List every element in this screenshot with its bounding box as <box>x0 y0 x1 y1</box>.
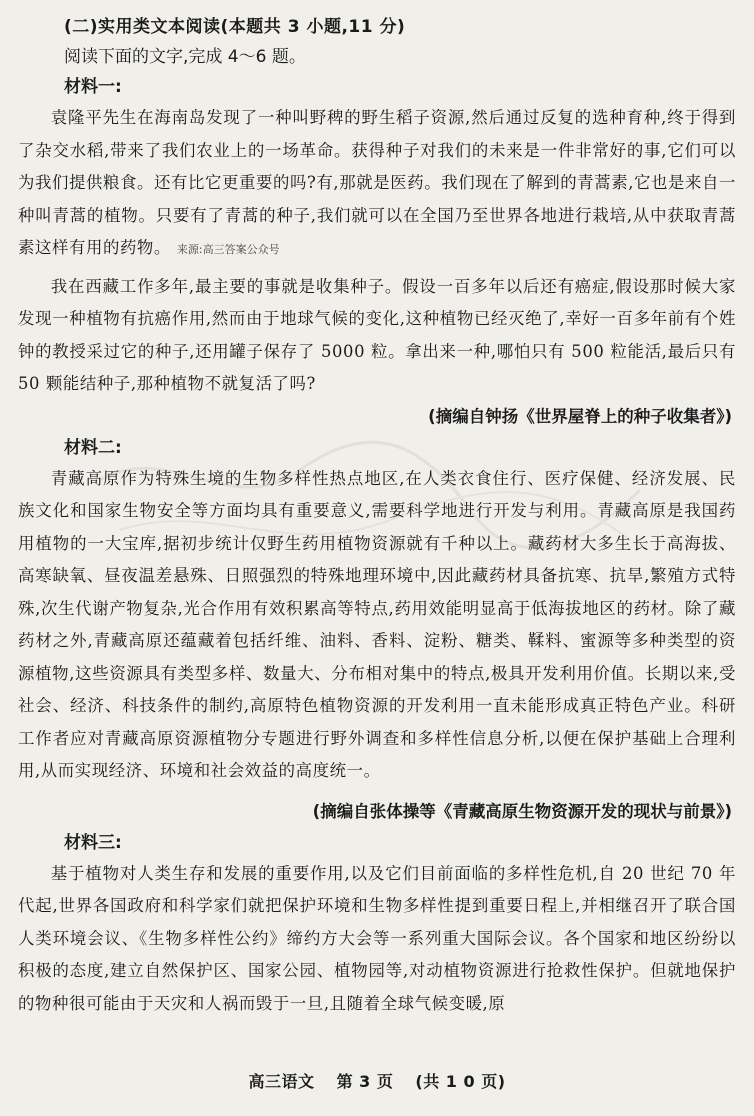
material-two-paragraph: 青藏高原作为特殊生境的生物多样性热点地区,在人类衣食住行、医疗保健、经济发展、民族文化和国家生物安全等方面均具有重要意义,需要科学地进行开发与利用。青藏高原是我国药用植物的一大宝库,据初步统计仅野生药用植物资源就有千种以上。藏药材大多生长于高海拔、高寒缺氧、昼夜温差悬殊、日照强烈的特殊地理环境中,因此藏药材具备抗寒、抗旱,繁殖方式特殊,次生代谢产物复杂,光合作用有效积累高等特点,药用效能明显高于低海拔地区的药材。除了藏药材之外,青藏高原还蕴藏着包括纤维、油料、香料、淀粉、糖类、鞣料、蜜源等多种类型的资源植物,这些资源具有类型多样、数量大、分布相对集中的特点,极具开发利用价值。长期以来,受社会、经济、科技条件的制约,高原特色植物资源的开发利用一直未能形成真正特色产业。科研工作者应对青藏高原资源植物分专题进行野外调查和多样性信息分析,以便在保护基础上合理利用,从而实现经济、环境和社会效益的高度统一。 <box>18 468 736 780</box>
material-one-paragraph-1 <box>18 102 736 267</box>
section-intro: 阅读下面的文字,完成 4～6 题。 <box>64 47 306 67</box>
source-note: 来源:高三答案公众号 <box>176 243 280 256</box>
material-one-label: 材料一: <box>64 77 122 97</box>
material-one-citation: (摘编自钟扬《世界屋脊上的种子收集者》) <box>428 406 732 426</box>
section-title: (二)实用类文本阅读(本题共 3 小题,11 分) <box>64 17 406 37</box>
material-two-citation: (摘编自张体操等《青藏高原生物资源开发的现状与前景》) <box>312 801 732 821</box>
material-one-paragraph-2: 我在西藏工作多年,最主要的事就是收集种子。假设一百多年以后还有癌症,假设那时候大家发现一种植物有抗癌作用,然而由于地球气候的变化,这种植物已经灭绝了,幸好一百多年前有个姓钟的教授采过它的种子,还用罐子保存了 5000 粒。拿出来一种,哪怕只有 500 粒能活,最后只有 50 颗能结种子,那种植物不就复活了吗? <box>18 276 736 393</box>
material-one-p1-text: 袁隆平先生在海南岛发现了一种叫野稗的野生稻子资源,然后通过反复的选种育种,终于得到了杂交水稻,带来了我们农业上的一场革命。获得种子对我们的未来是一件非常好的事,它们可以为我们提供粮食。还有比它更重要的吗?有,那就是医药。我们现在了解到的青蒿素,它也是来自一种叫青蒿的植物。只要有了青蒿的种子,我们就可以在全国乃至世界各地进行栽培,从中获取青蒿素这样有用的药物。 <box>18 108 736 257</box>
material-three-paragraph: 基于植物对人类生存和发展的重要作用,以及它们目前面临的多样性危机,自 20 世纪 70 年代起,世界各国政府和科学家们就把保护环境和生物多样性提到重要日程上,并相继召开了联合国人类环境会议、《生物多样性公约》缔约方大会等一系列重大国际会议。各个国家和地区纷纷以积极的态度,建立自然保护区、国家公园、植物园等,对动植物资源进行抢救性保护。但就地保护的物种很可能由于天灾和人祸而毁于一旦,且随着全球气候变暖,原 <box>18 863 736 1013</box>
material-two-label: 材料二: <box>64 437 122 458</box>
material-three-label: 材料三: <box>64 832 122 853</box>
page-footer <box>0 1069 754 1092</box>
footer-page-number: 第 3 页 <box>336 1072 394 1091</box>
footer-subject: 高三语文 <box>248 1072 315 1091</box>
footer-total-pages: (共 1 0 页) <box>415 1072 506 1091</box>
